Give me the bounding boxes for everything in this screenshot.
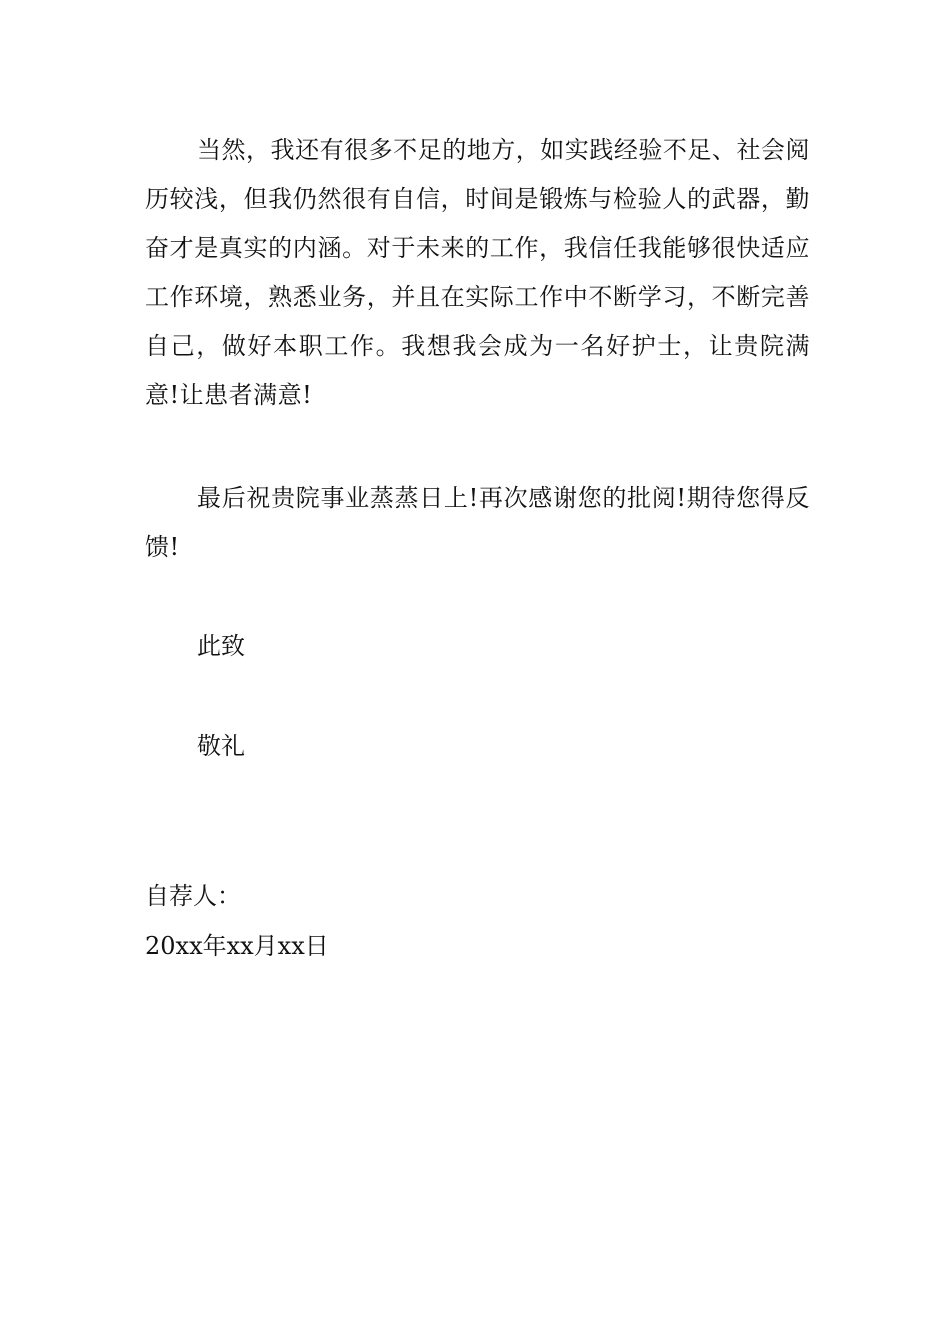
closing-salutation: 此致 [197,632,245,660]
body-paragraph-1: 当然，我还有很多不足的地方，如实践经验不足、社会阅历较浅，但我仍然很有自信，时间是锻炼与检验人的武器，勤奋才是真实的内涵。对于未来的工作，我信任我能够很快适应工作环境，熟悉业务，并且在实际工作中不断学习，不断完善自己，做好本职工作。我想我会成为一名好护士，让贵院满意!让患者满意! [145,136,810,409]
letter-date: 20xx年xx月xx日 [145,932,329,960]
signer-label: 自荐人： [145,882,241,910]
body-paragraph-2: 最后祝贵院事业蒸蒸日上!再次感谢您的批阅!期待您得反馈! [145,484,810,561]
closing-regards: 敬礼 [197,732,245,760]
